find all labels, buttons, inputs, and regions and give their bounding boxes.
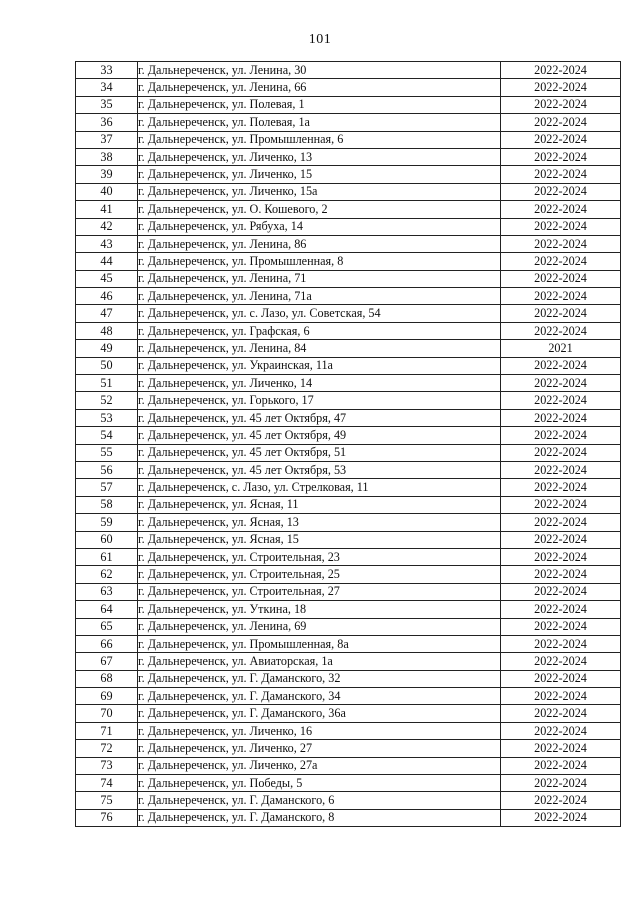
address-cell: г. Дальнереченск, ул. Личенко, 27 [138, 740, 501, 757]
table-row [76, 427, 621, 444]
row-number-cell: 46 [76, 288, 138, 305]
row-number-cell: 50 [76, 357, 138, 374]
table-row [76, 148, 621, 165]
table-row [76, 375, 621, 392]
address-cell: г. Дальнереченск, ул. Личенко, 14 [138, 375, 501, 392]
address-cell: г. Дальнереченск, ул. Промышленная, 8а [138, 635, 501, 652]
table-row [76, 775, 621, 792]
table-row [76, 583, 621, 600]
period-cell: 2022-2024 [501, 653, 621, 670]
row-number-cell: 33 [76, 62, 138, 79]
table-row [76, 340, 621, 357]
period-cell: 2022-2024 [501, 253, 621, 270]
table-row [76, 757, 621, 774]
address-cell: г. Дальнереченск, с. Лазо, ул. Стрелковая, 11 [138, 479, 501, 496]
table-row [76, 479, 621, 496]
row-number-cell: 72 [76, 740, 138, 757]
row-number-cell: 57 [76, 479, 138, 496]
address-cell: г. Дальнереченск, ул. Ясная, 11 [138, 496, 501, 513]
table-row [76, 705, 621, 722]
row-number-cell: 56 [76, 461, 138, 478]
address-cell: г. Дальнереченск, ул. Горького, 17 [138, 392, 501, 409]
address-cell: г. Дальнереченск, ул. Личенко, 15 [138, 166, 501, 183]
address-cell: г. Дальнереченск, ул. Графская, 6 [138, 322, 501, 339]
address-cell: г. Дальнереченск, ул. Ленина, 30 [138, 62, 501, 79]
period-cell: 2022-2024 [501, 201, 621, 218]
address-cell: г. Дальнереченск, ул. 45 лет Октября, 49 [138, 427, 501, 444]
row-number-cell: 35 [76, 96, 138, 113]
period-cell: 2022-2024 [501, 322, 621, 339]
row-number-cell: 59 [76, 514, 138, 531]
address-cell: г. Дальнереченск, ул. Промышленная, 8 [138, 253, 501, 270]
table-row [76, 235, 621, 252]
row-number-cell: 60 [76, 531, 138, 548]
row-number-cell: 42 [76, 218, 138, 235]
row-number-cell: 58 [76, 496, 138, 513]
address-cell: г. Дальнереченск, ул. Ленина, 84 [138, 340, 501, 357]
table-row [76, 444, 621, 461]
period-cell: 2022-2024 [501, 531, 621, 548]
period-cell: 2022-2024 [501, 79, 621, 96]
period-cell: 2022-2024 [501, 148, 621, 165]
address-table [75, 61, 621, 827]
period-cell: 2022-2024 [501, 270, 621, 287]
address-cell: г. Дальнереченск, ул. Личенко, 15а [138, 183, 501, 200]
row-number-cell: 40 [76, 183, 138, 200]
period-cell: 2022-2024 [501, 288, 621, 305]
period-cell: 2022-2024 [501, 235, 621, 252]
period-cell: 2022-2024 [501, 96, 621, 113]
period-cell: 2022-2024 [501, 375, 621, 392]
table-row [76, 618, 621, 635]
table-row [76, 288, 621, 305]
address-cell: г. Дальнереченск, ул. Строительная, 23 [138, 548, 501, 565]
row-number-cell: 38 [76, 148, 138, 165]
table-body [76, 62, 621, 827]
period-cell: 2022-2024 [501, 183, 621, 200]
table-row [76, 514, 621, 531]
row-number-cell: 48 [76, 322, 138, 339]
address-cell: г. Дальнереченск, ул. Г. Даманского, 32 [138, 670, 501, 687]
address-cell: г. Дальнереченск, ул. Ленина, 66 [138, 79, 501, 96]
period-cell: 2022-2024 [501, 618, 621, 635]
table-row [76, 635, 621, 652]
period-cell: 2022-2024 [501, 688, 621, 705]
period-cell: 2022-2024 [501, 218, 621, 235]
row-number-cell: 64 [76, 601, 138, 618]
table-row [76, 392, 621, 409]
address-cell: г. Дальнереченск, ул. Рябуха, 14 [138, 218, 501, 235]
row-number-cell: 49 [76, 340, 138, 357]
row-number-cell: 47 [76, 305, 138, 322]
address-cell: г. Дальнереченск, ул. Авиаторская, 1а [138, 653, 501, 670]
address-cell: г. Дальнереченск, ул. Г. Даманского, 36а [138, 705, 501, 722]
period-cell: 2022-2024 [501, 757, 621, 774]
row-number-cell: 43 [76, 235, 138, 252]
table-row [76, 183, 621, 200]
period-cell: 2022-2024 [501, 514, 621, 531]
address-cell: г. Дальнереченск, ул. Украинская, 11а [138, 357, 501, 374]
row-number-cell: 63 [76, 583, 138, 600]
table-row [76, 131, 621, 148]
table-row [76, 357, 621, 374]
address-cell: г. Дальнереченск, ул. Г. Даманского, 34 [138, 688, 501, 705]
row-number-cell: 54 [76, 427, 138, 444]
period-cell: 2022-2024 [501, 461, 621, 478]
address-cell: г. Дальнереченск, ул. Полевая, 1 [138, 96, 501, 113]
period-cell: 2022-2024 [501, 601, 621, 618]
address-cell: г. Дальнереченск, ул. Личенко, 13 [138, 148, 501, 165]
table-row [76, 722, 621, 739]
address-cell: г. Дальнереченск, ул. Ленина, 69 [138, 618, 501, 635]
address-cell: г. Дальнереченск, ул. 45 лет Октября, 47 [138, 409, 501, 426]
row-number-cell: 68 [76, 670, 138, 687]
period-cell: 2022-2024 [501, 809, 621, 826]
address-cell: г. Дальнереченск, ул. 45 лет Октября, 51 [138, 444, 501, 461]
table-row [76, 670, 621, 687]
address-cell: г. Дальнереченск, ул. Ленина, 86 [138, 235, 501, 252]
row-number-cell: 75 [76, 792, 138, 809]
table-row [76, 653, 621, 670]
period-cell: 2022-2024 [501, 583, 621, 600]
table-row [76, 496, 621, 513]
address-cell: г. Дальнереченск, ул. Ясная, 15 [138, 531, 501, 548]
address-cell: г. Дальнереченск, ул. Полевая, 1а [138, 114, 501, 131]
table-row [76, 79, 621, 96]
period-cell: 2022-2024 [501, 775, 621, 792]
row-number-cell: 65 [76, 618, 138, 635]
table-row [76, 218, 621, 235]
period-cell: 2022-2024 [501, 548, 621, 565]
row-number-cell: 61 [76, 548, 138, 565]
table-row [76, 548, 621, 565]
period-cell: 2022-2024 [501, 305, 621, 322]
row-number-cell: 70 [76, 705, 138, 722]
row-number-cell: 36 [76, 114, 138, 131]
period-cell: 2022-2024 [501, 479, 621, 496]
table-row [76, 531, 621, 548]
period-cell: 2022-2024 [501, 166, 621, 183]
address-cell: г. Дальнереченск, ул. Личенко, 27а [138, 757, 501, 774]
period-cell: 2022-2024 [501, 722, 621, 739]
row-number-cell: 34 [76, 79, 138, 96]
table-row [76, 792, 621, 809]
address-cell: г. Дальнереченск, ул. Промышленная, 6 [138, 131, 501, 148]
period-cell: 2022-2024 [501, 670, 621, 687]
address-cell: г. Дальнереченск, ул. Личенко, 16 [138, 722, 501, 739]
row-number-cell: 45 [76, 270, 138, 287]
table-row [76, 409, 621, 426]
address-cell: г. Дальнереченск, ул. Уткина, 18 [138, 601, 501, 618]
table-row [76, 322, 621, 339]
period-cell: 2022-2024 [501, 705, 621, 722]
table-row [76, 305, 621, 322]
address-cell: г. Дальнереченск, ул. Г. Даманского, 8 [138, 809, 501, 826]
period-cell: 2022-2024 [501, 635, 621, 652]
table-row [76, 688, 621, 705]
table-row [76, 566, 621, 583]
row-number-cell: 51 [76, 375, 138, 392]
row-number-cell: 53 [76, 409, 138, 426]
row-number-cell: 66 [76, 635, 138, 652]
period-cell: 2022-2024 [501, 740, 621, 757]
address-cell: г. Дальнереченск, ул. Ленина, 71 [138, 270, 501, 287]
table-row [76, 740, 621, 757]
period-cell: 2022-2024 [501, 131, 621, 148]
row-number-cell: 74 [76, 775, 138, 792]
table-row [76, 96, 621, 113]
address-cell: г. Дальнереченск, ул. 45 лет Октября, 53 [138, 461, 501, 478]
table-row [76, 809, 621, 826]
period-cell: 2022-2024 [501, 427, 621, 444]
table-row [76, 114, 621, 131]
period-cell: 2022-2024 [501, 409, 621, 426]
table-row [76, 166, 621, 183]
row-number-cell: 55 [76, 444, 138, 461]
table-row [76, 201, 621, 218]
row-number-cell: 62 [76, 566, 138, 583]
address-cell: г. Дальнереченск, ул. Строительная, 27 [138, 583, 501, 600]
address-cell: г. Дальнереченск, ул. Ясная, 13 [138, 514, 501, 531]
address-cell: г. Дальнереченск, ул. Г. Даманского, 6 [138, 792, 501, 809]
row-number-cell: 76 [76, 809, 138, 826]
row-number-cell: 41 [76, 201, 138, 218]
period-cell: 2022-2024 [501, 792, 621, 809]
table-row [76, 461, 621, 478]
row-number-cell: 73 [76, 757, 138, 774]
table-row [76, 270, 621, 287]
row-number-cell: 44 [76, 253, 138, 270]
row-number-cell: 37 [76, 131, 138, 148]
table-row [76, 601, 621, 618]
address-cell: г. Дальнереченск, ул. с. Лазо, ул. Советская, 54 [138, 305, 501, 322]
period-cell: 2022-2024 [501, 392, 621, 409]
period-cell: 2021 [501, 340, 621, 357]
table-row [76, 62, 621, 79]
address-cell: г. Дальнереченск, ул. Победы, 5 [138, 775, 501, 792]
period-cell: 2022-2024 [501, 114, 621, 131]
address-cell: г. Дальнереченск, ул. Строительная, 25 [138, 566, 501, 583]
period-cell: 2022-2024 [501, 496, 621, 513]
row-number-cell: 71 [76, 722, 138, 739]
address-cell: г. Дальнереченск, ул. О. Кошевого, 2 [138, 201, 501, 218]
row-number-cell: 52 [76, 392, 138, 409]
row-number-cell: 69 [76, 688, 138, 705]
page-number: 101 [308, 32, 332, 47]
address-cell: г. Дальнереченск, ул. Ленина, 71а [138, 288, 501, 305]
period-cell: 2022-2024 [501, 444, 621, 461]
period-cell: 2022-2024 [501, 566, 621, 583]
period-cell: 2022-2024 [501, 62, 621, 79]
row-number-cell: 39 [76, 166, 138, 183]
row-number-cell: 67 [76, 653, 138, 670]
period-cell: 2022-2024 [501, 357, 621, 374]
table-row [76, 253, 621, 270]
